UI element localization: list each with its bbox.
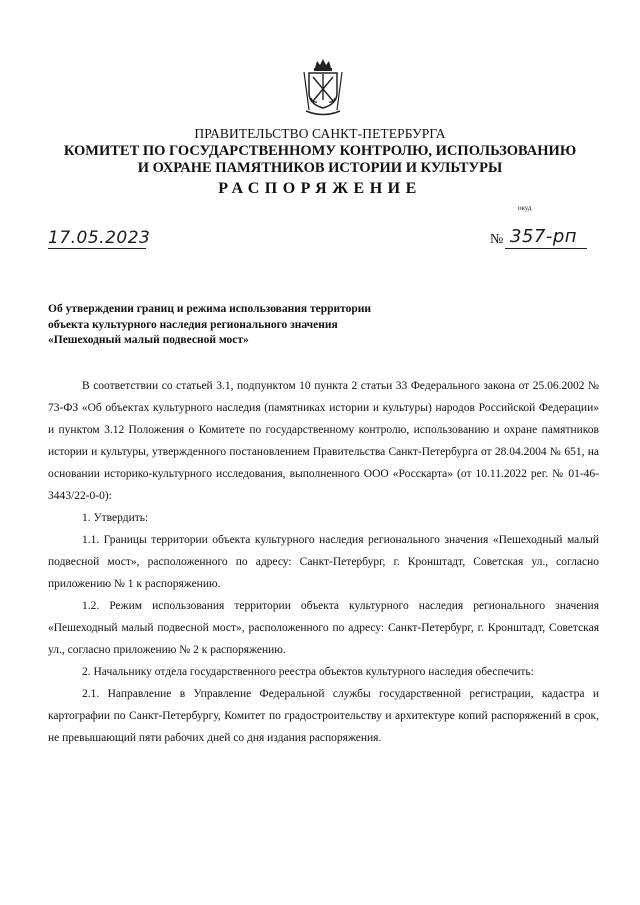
- clause-1: 1. Утвердить:: [82, 512, 149, 524]
- clause-2: 2. Начальнику отдела государственного реестра объектов культурного наследия обеспечить:: [82, 666, 534, 678]
- document-subject: [48, 302, 371, 349]
- clause-1-1: 1.1. Границы территории объекта культурного наследия регионального значения «Пешеходный малый подвесной мост», расположенного по адресу: Санкт-Петербург, г. Кронштадт, Советская ул., согласно приложению № 1 к распоряжению.: [48, 534, 599, 590]
- number-label: №: [490, 232, 504, 247]
- committee-title-line2: И ОХРАНЕ ПАМЯТНИКОВ ИСТОРИИ И КУЛЬТУРЫ: [137, 160, 503, 176]
- clause-2-1: 2.1. Направление в Управление Федеральной службы государственной регистрации, кадастра и картографии по Санкт-Петербургу, Комитет по градостроительству и архитектуре копий распоряжений в срок, не превышающий пяти рабочих дней со дня издания распоряжения.: [48, 688, 599, 744]
- document-number: 357-рп: [510, 226, 578, 247]
- document-body: [48, 375, 599, 749]
- date-underline: [48, 248, 146, 249]
- preamble-paragraph: В соответствии со статьей 3.1, подпунктом 10 пункта 2 статьи 33 Федерального закона от 25.06.2002 № 73-ФЗ «Об объектах культурного наследия (памятниках истории и культуры) народов Российской Федерации» и пунктом 3.12 Положения о Комитете по государственному контролю, использованию и охране памятников истории и культуры, утвержденного постановлением Правительства Санкт-Петербурга от 28.04.2004 № 651, на основании историко-культурного исследования, выполненного ООО «Росскарта» (от 10.11.2022 рег. № 01-46-3443/22-0-0):: [48, 380, 599, 502]
- document-type: РАСПОРЯЖЕНИЕ: [218, 180, 422, 197]
- number-underline: [505, 248, 587, 249]
- committee-title-line1: КОМИТЕТ ПО ГОСУДАРСТВЕННОМУ КОНТРОЛЮ, ИСПОЛЬЗОВАНИЮ: [63, 143, 577, 159]
- government-title: ПРАВИТЕЛЬСТВО САНКТ-ПЕТЕРБУРГА: [194, 126, 446, 141]
- document-date: 17.05.2023: [48, 228, 151, 248]
- st-petersburg-coat-of-arms-icon: [300, 58, 346, 118]
- committee-title: [0, 143, 640, 177]
- subject-line2: объекта культурного наследия регионального значения: [48, 318, 338, 331]
- okud-label: окуд: [518, 204, 532, 212]
- subject-line3: «Пешеходный малый подвесной мост»: [48, 334, 249, 346]
- clause-1-2: 1.2. Режим использования территории объекта культурного наследия регионального значения «Пешеходный малый подвесной мост», расположенного по адресу: Санкт-Петербург, г. Кронштадт, Советская ул., согласно приложению № 2 к распоряжению.: [48, 600, 599, 656]
- subject-line1: Об утверждении границ и режима использования территории: [48, 303, 372, 315]
